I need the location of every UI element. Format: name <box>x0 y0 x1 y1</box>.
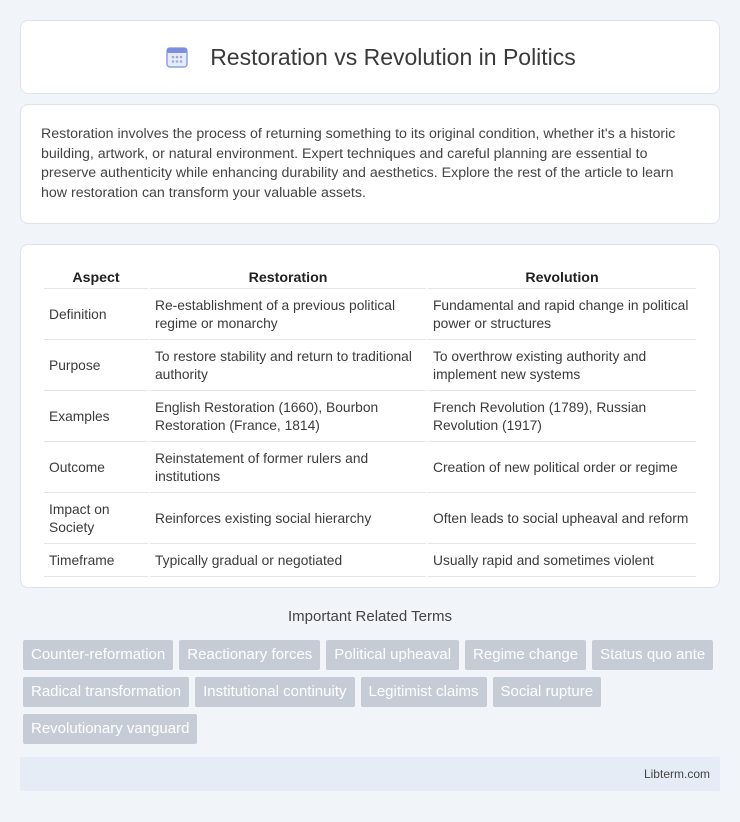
row-aspect: Impact on Society <box>44 495 148 544</box>
related-term-tag[interactable]: Social rupture <box>493 677 602 707</box>
row-revolution: Usually rapid and sometimes violent <box>428 546 696 577</box>
comparison-table <box>42 265 698 579</box>
row-revolution: To overthrow existing authority and implement new systems <box>428 342 696 391</box>
header-aspect: Aspect <box>44 267 148 289</box>
related-term-tag[interactable]: Political upheaval <box>326 640 459 670</box>
related-term-tag[interactable]: Status quo ante <box>592 640 713 670</box>
table-header-row <box>44 267 696 289</box>
related-terms-list <box>23 640 723 744</box>
header-revolution: Revolution <box>428 267 696 289</box>
page-title: Restoration vs Revolution in Politics <box>210 43 576 70</box>
intro-card <box>20 104 720 224</box>
row-aspect: Timeframe <box>44 546 148 577</box>
row-revolution: Often leads to social upheaval and reform <box>428 495 696 544</box>
table-row <box>44 393 696 442</box>
title-card <box>20 20 720 94</box>
row-restoration: Re-establishment of a previous political regime or monarchy <box>150 291 426 340</box>
comparison-card <box>20 244 720 588</box>
related-terms-title: Important Related Terms <box>288 608 452 625</box>
row-aspect: Purpose <box>44 342 148 391</box>
table-row <box>44 546 696 577</box>
calendar-icon <box>164 44 190 70</box>
table-row <box>44 291 696 340</box>
row-restoration: Typically gradual or negotiated <box>150 546 426 577</box>
row-aspect: Examples <box>44 393 148 442</box>
row-revolution: Creation of new political order or regime <box>428 444 696 493</box>
related-term-tag[interactable]: Reactionary forces <box>179 640 320 670</box>
intro-text: Restoration involves the process of returning something to its original condition, whether it's a historic building, artwork, or natural environment. Expert techniques and careful planning are essential to preserve authenticity while enhancing durability and aesthetics. Explore the rest of the article to learn how restoration can transform your valuable assets. <box>41 126 676 201</box>
footer-site-link[interactable]: Libterm.com <box>643 767 710 781</box>
row-aspect: Outcome <box>44 444 148 493</box>
header-restoration: Restoration <box>150 267 426 289</box>
footer <box>20 757 720 791</box>
related-term-tag[interactable]: Revolutionary vanguard <box>23 714 197 744</box>
related-term-tag[interactable]: Radical transformation <box>23 677 189 707</box>
row-aspect: Definition <box>44 291 148 340</box>
row-revolution: French Revolution (1789), Russian Revolution (1917) <box>428 393 696 442</box>
row-restoration: Reinstatement of former rulers and institutions <box>150 444 426 493</box>
related-term-tag[interactable]: Counter-reformation <box>23 640 173 670</box>
related-term-tag[interactable]: Regime change <box>465 640 586 670</box>
table-row <box>44 495 696 544</box>
related-term-tag[interactable]: Institutional continuity <box>195 677 354 707</box>
related-term-tag[interactable]: Legitimist claims <box>361 677 487 707</box>
row-restoration: English Restoration (1660), Bourbon Restoration (France, 1814) <box>150 393 426 442</box>
row-revolution: Fundamental and rapid change in political power or structures <box>428 291 696 340</box>
table-row <box>44 342 696 391</box>
row-restoration: To restore stability and return to traditional authority <box>150 342 426 391</box>
table-row <box>44 444 696 493</box>
row-restoration: Reinforces existing social hierarchy <box>150 495 426 544</box>
